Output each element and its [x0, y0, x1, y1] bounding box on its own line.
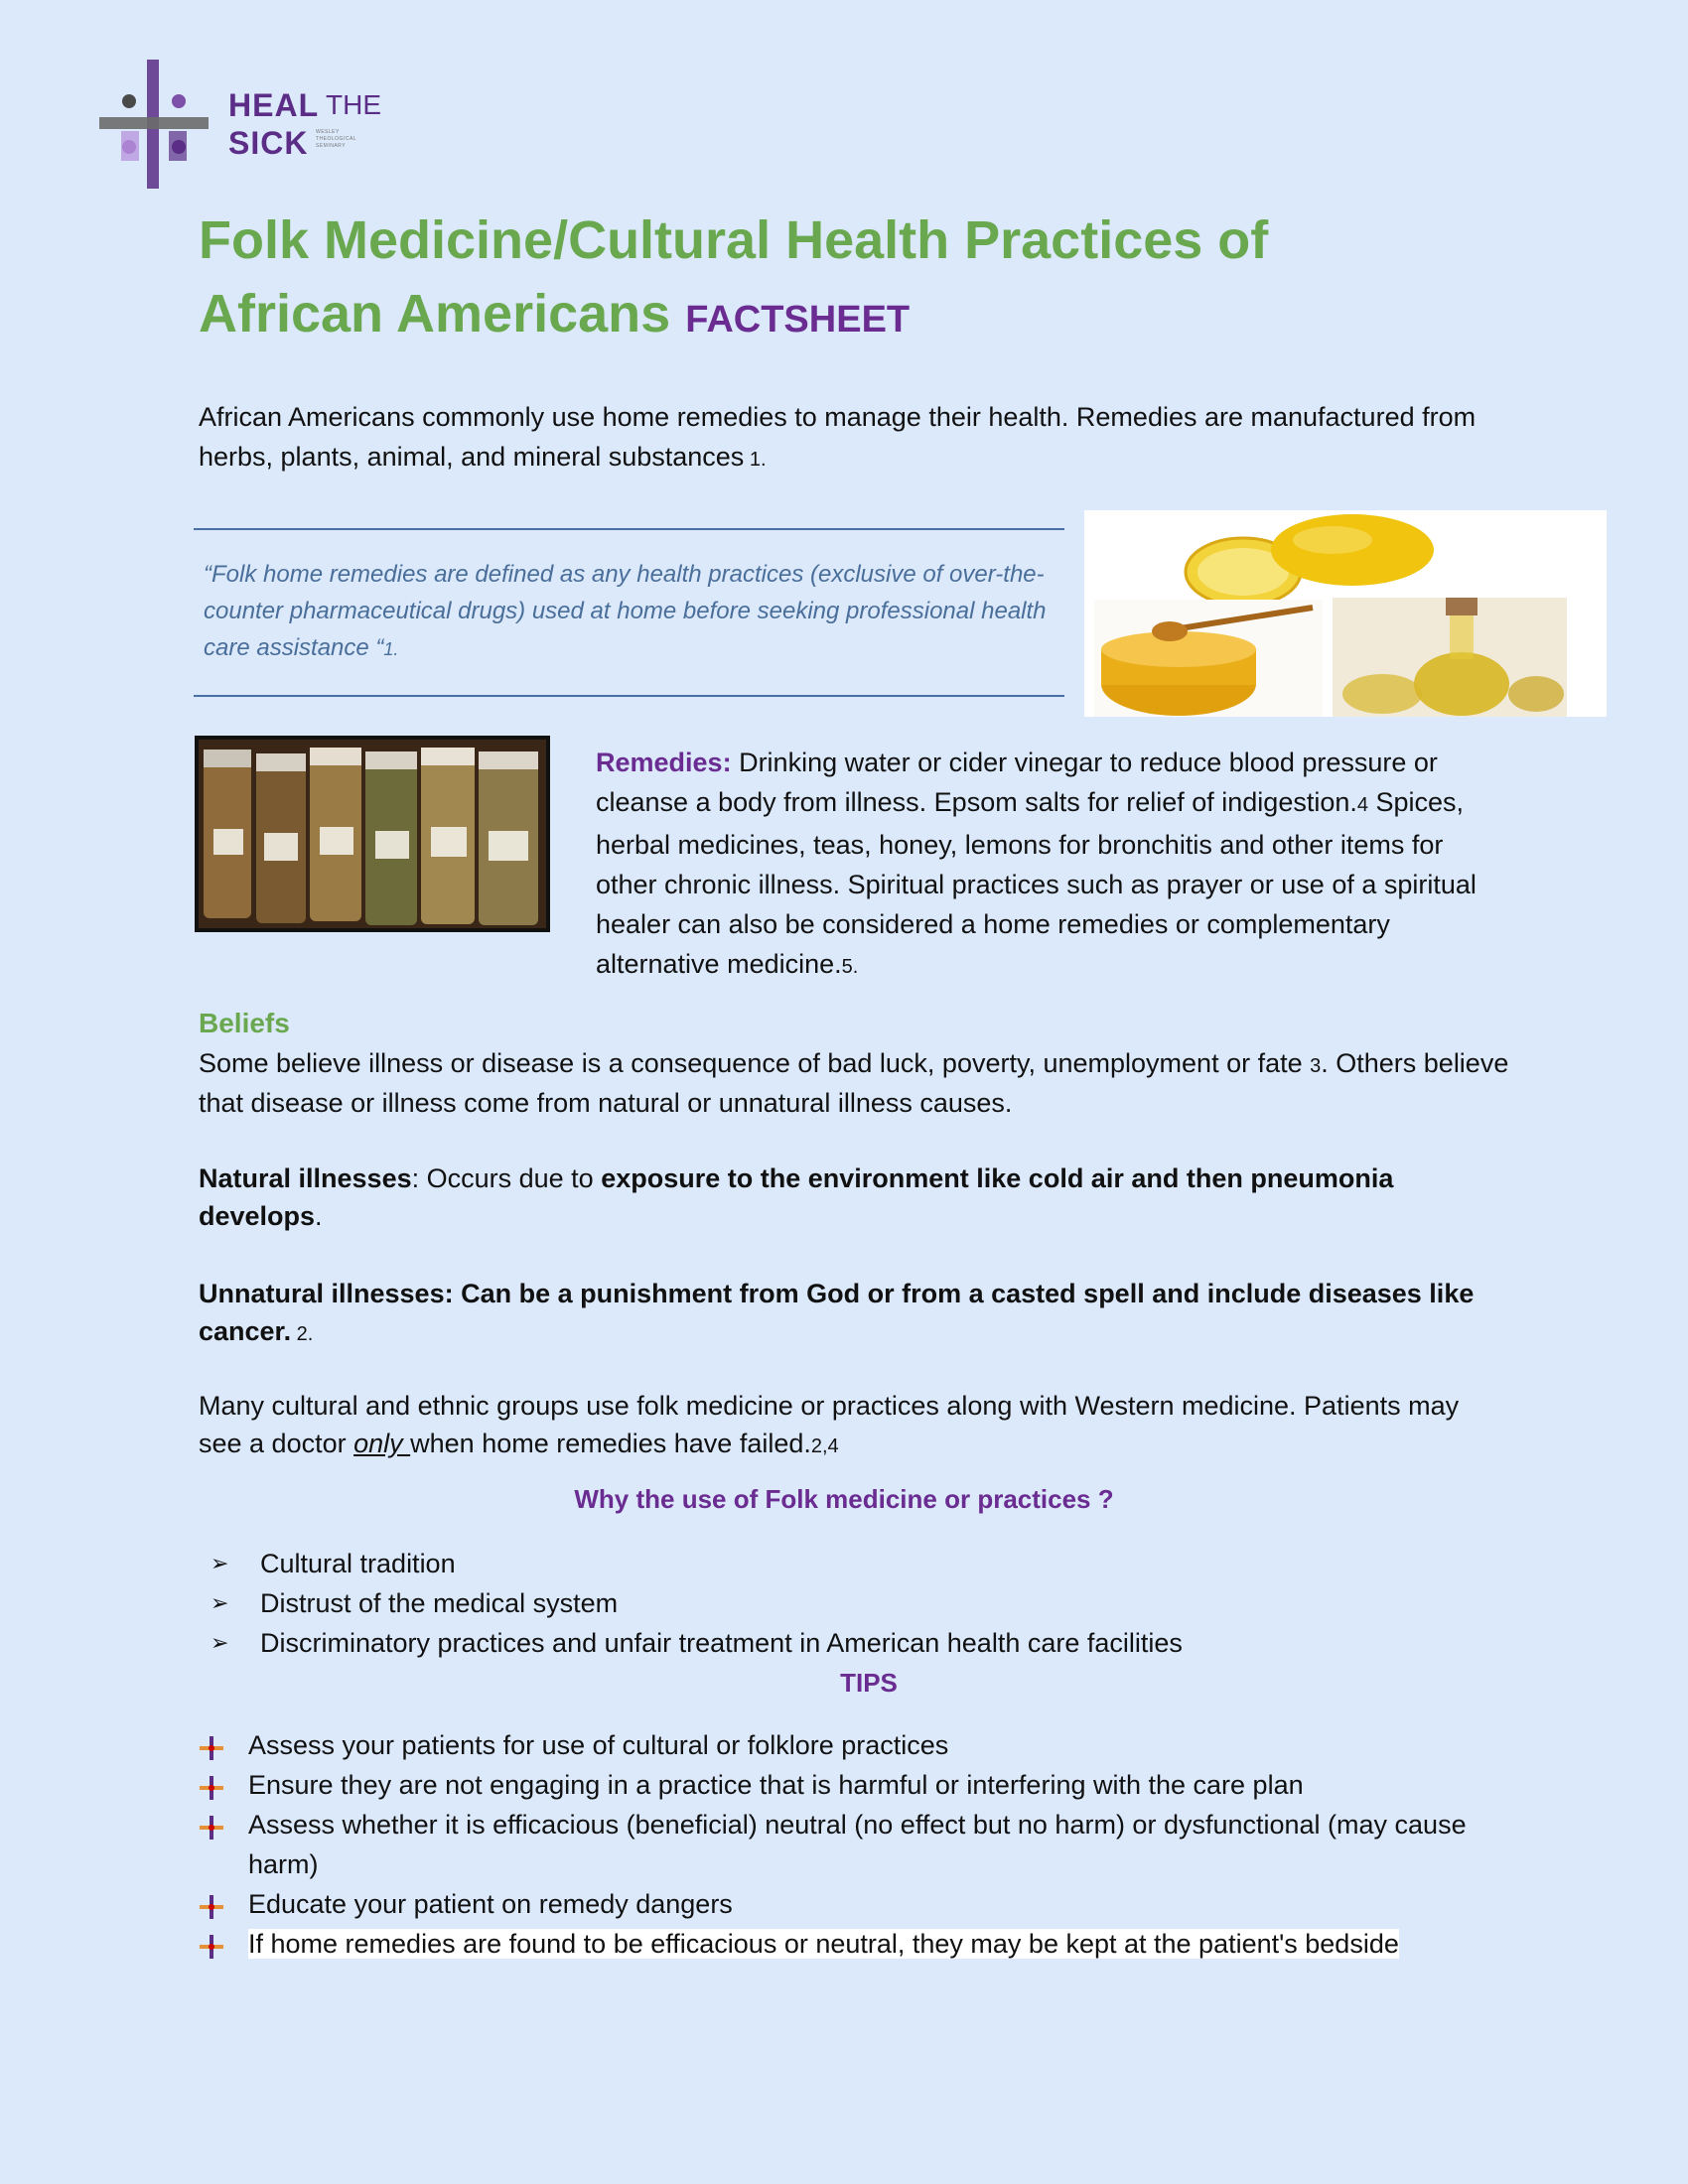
- western-medicine-paragraph: [199, 1387, 1509, 1465]
- tip-item-label: Ensure they are not engaging in a practice that is harmful or interfering with the care plan: [248, 1770, 1304, 1800]
- list-item: [211, 1544, 1183, 1583]
- spice-jars-image: [199, 740, 546, 928]
- intro-ref: 1.: [744, 449, 767, 471]
- list-item: [199, 1765, 1509, 1805]
- why-item-label: Discriminatory practices and unfair treatment in American health care facilities: [260, 1628, 1183, 1658]
- arrow-bullet-icon: ➢: [211, 1630, 229, 1655]
- beliefs-text-1: Some believe illness or disease is a consequence of bad luck, poverty, unemployment or fate: [199, 1048, 1311, 1078]
- cross-bullet-icon: [199, 1934, 224, 1960]
- intro-text: African Americans commonly use home remedies to manage their health. Remedies are manufactured from herbs, plants, animal, and mineral substances: [199, 402, 1477, 472]
- remedies-text-1: Drinking water or cider vinegar to reduce blood pressure or cleanse a body from illness. Epsom salts for relief of indigestion.: [596, 748, 1438, 817]
- beliefs-text-2: . Others believe that disease or illness come from natural or unnatural illness causes.: [199, 1048, 1509, 1118]
- beliefs-ref: 3: [1310, 1055, 1322, 1077]
- list-item: [199, 1924, 1509, 1964]
- page-title: [199, 204, 1539, 356]
- remedies-ref-2: 5.: [841, 956, 859, 978]
- tips-list: [199, 1725, 1509, 1964]
- logo-heal: HEAL: [228, 87, 320, 123]
- beliefs-paragraph: [199, 1045, 1509, 1122]
- tip-item-label: Educate your patient on remedy dangers: [248, 1889, 733, 1919]
- logo-the: THE: [326, 89, 381, 120]
- remedies-label: Remedies:: [596, 748, 732, 777]
- arrow-bullet-icon: ➢: [211, 1590, 229, 1615]
- definition-quote-box: [194, 528, 1064, 697]
- quote-text: “Folk home remedies are defined as any health practices (exclusive of over-the-counter pharmaceutical drugs) used at home before seeking professional health care assistance “: [204, 561, 1047, 661]
- natural-end: .: [315, 1201, 323, 1231]
- beliefs-heading: Beliefs: [199, 1008, 290, 1038]
- remedies-photo-collage: [1084, 510, 1607, 717]
- western-ref: 2,4: [810, 1435, 839, 1457]
- tip-item-label: If home remedies are found to be efficacious or neutral, they may be kept at the patient's bedside: [248, 1929, 1399, 1959]
- natural-colon: : Occurs due to: [411, 1163, 602, 1193]
- heal-the-sick-logo: [99, 60, 397, 189]
- quote-ref: 1.: [383, 639, 399, 659]
- list-item: [199, 1805, 1509, 1884]
- list-item: [199, 1884, 1509, 1924]
- spice-jars-photo: [195, 736, 550, 932]
- western-text-1: Many cultural and ethnic groups use folk medicine or practices along with Western medicine. Patients may see a doctor: [199, 1391, 1460, 1458]
- definition-quote: [204, 556, 1055, 668]
- remedies-paragraph: [596, 743, 1489, 987]
- tips-heading: TIPS: [840, 1668, 898, 1698]
- factsheet-label: FACTSHEET: [685, 299, 911, 341]
- why-item-label: Cultural tradition: [260, 1549, 456, 1578]
- western-text-2: when home remedies have failed.: [410, 1429, 811, 1458]
- unnatural-illnesses-paragraph: [199, 1275, 1509, 1353]
- intro-paragraph: [199, 397, 1509, 479]
- cross-bullet-icon: [199, 1894, 224, 1920]
- cross-logo-icon: [99, 60, 209, 189]
- natural-illnesses-paragraph: [199, 1160, 1509, 1235]
- logo-seminary: WESLEY THEOLOGICAL SEMINARY: [316, 129, 356, 149]
- remedies-text-2: Spices, herbal medicines, teas, honey, lemons for bronchitis and other items for other chronic illness. Spiritual practices such as prayer or use of a spiritual healer can also be considered a home remedies or complementary alternative medicine.: [596, 787, 1477, 979]
- tip-item-label: Assess your patients for use of cultural or folklore practices: [248, 1730, 949, 1760]
- arrow-bullet-icon: ➢: [211, 1551, 229, 1575]
- tip-item-label: Assess whether it is efficacious (beneficial) neutral (no effect but no harm) or dysfunctional (may cause harm): [248, 1810, 1467, 1879]
- list-item: [211, 1623, 1183, 1663]
- why-item-label: Distrust of the medical system: [260, 1588, 619, 1618]
- unnatural-text: Unnatural illnesses: Can be a punishment from God or from a casted spell and include diseases like cancer.: [199, 1279, 1475, 1346]
- list-item: [211, 1583, 1183, 1623]
- lemon-honey-oil-image: [1084, 510, 1607, 717]
- cross-bullet-icon: [199, 1775, 224, 1801]
- why-list: [211, 1544, 1183, 1663]
- remedies-ref-1: 4: [1356, 794, 1368, 816]
- logo-sick: SICK: [228, 125, 309, 161]
- title-line-2-text: African Americans: [199, 284, 671, 343]
- unnatural-ref: 2.: [291, 1323, 314, 1345]
- title-line-1: Folk Medicine/Cultural Health Practices of: [199, 210, 1269, 270]
- cross-bullet-icon: [199, 1735, 224, 1761]
- natural-label: Natural illnesses: [199, 1163, 412, 1193]
- cross-bullet-icon: [199, 1815, 224, 1841]
- western-only: only: [353, 1429, 411, 1458]
- why-heading: Why the use of Folk medicine or practices ?: [574, 1484, 1114, 1514]
- title-line-2: [199, 277, 1539, 356]
- list-item: [199, 1725, 1509, 1765]
- natural-bold-text: exposure to the environment like cold air and then pneumonia develops: [199, 1163, 1394, 1231]
